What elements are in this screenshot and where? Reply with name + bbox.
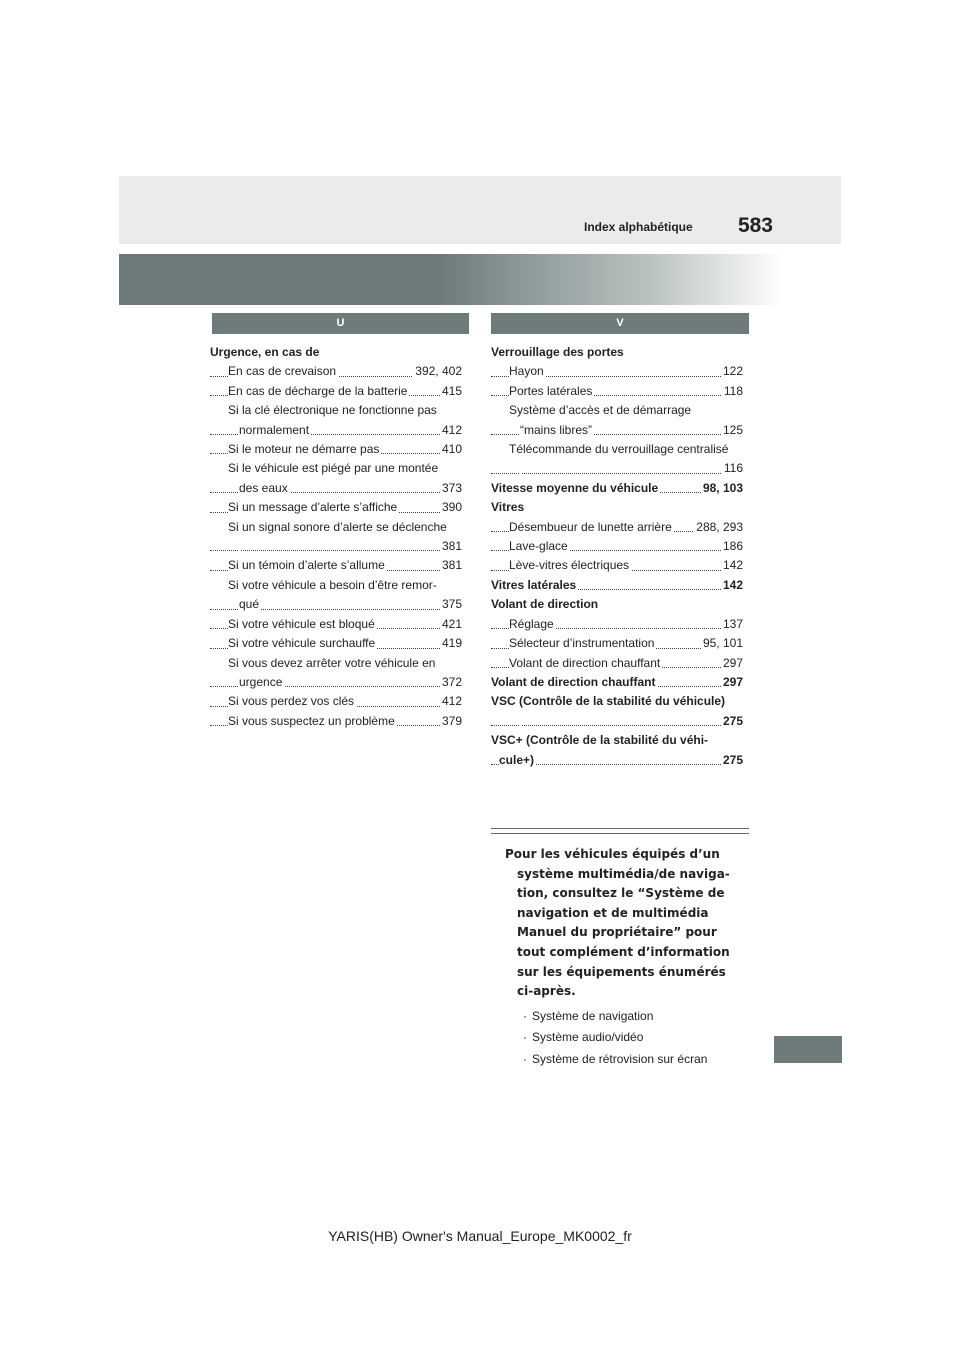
index-entry <box>210 537 462 556</box>
index-entry-text <box>239 539 241 553</box>
page-number: 583 <box>737 214 773 237</box>
index-entry-page: 142 <box>721 556 743 575</box>
index-entry <box>491 634 743 653</box>
index-entry-page: 275 <box>721 712 743 731</box>
index-entry <box>210 712 462 731</box>
note-list-item: · Système de navigation <box>523 1006 745 1028</box>
index-entry-text: normalement <box>239 422 310 437</box>
index-entry-text: En cas de crevaison <box>228 364 337 379</box>
index-entry <box>210 440 462 459</box>
index-entry <box>491 518 743 537</box>
index-entry-text: Si vous devez arrêter votre véhicule en <box>228 655 436 670</box>
index-entry-text: VSC+ (Contrôle de la stabilité du véhi- <box>491 733 709 748</box>
index-entry-text: Volant de direction chauffant <box>509 655 661 670</box>
index-entry-page: 137 <box>721 615 743 634</box>
index-entry-text: Vitesse moyenne du véhicule <box>491 480 659 495</box>
index-entry-page: 288, 293 <box>694 518 743 537</box>
index-entry-page: 142 <box>721 576 743 595</box>
index-entry <box>210 401 462 420</box>
index-entry <box>491 362 743 381</box>
index-entry-text: Si le moteur ne démarre pas <box>228 442 380 457</box>
index-entry-page: 275 <box>721 751 743 770</box>
index-entry-text: Désembueur de lunette arrière <box>509 519 672 534</box>
index-entry-text: Si la clé électronique ne fonctionne pas <box>228 403 437 418</box>
index-entry <box>491 751 743 770</box>
index-entry-text: Portes latérales <box>509 383 593 398</box>
index-entry-page: 372 <box>440 673 462 692</box>
index-entry <box>210 479 462 498</box>
index-entry <box>491 498 743 517</box>
index-entry-page: 297 <box>721 654 743 673</box>
index-entry-text: Si un témoin d’alerte s’allume <box>228 558 385 573</box>
index-entry <box>491 537 743 556</box>
index-entry-text: “mains libres” <box>520 422 593 437</box>
index-entry-text: En cas de décharge de la batterie <box>228 383 408 398</box>
index-entry-page: 390 <box>440 498 462 517</box>
letter-header-v: V <box>491 313 749 334</box>
index-entry <box>491 343 743 362</box>
index-entry-page: 125 <box>721 421 743 440</box>
index-entry-page: 297 <box>721 673 743 692</box>
index-entry <box>210 634 462 653</box>
index-entry-page: 415 <box>440 382 462 401</box>
index-entry-text: Réglage <box>509 616 554 631</box>
index-entry-text: cule+) <box>499 752 535 767</box>
index-entry-text: Volant de direction chauffant <box>491 674 656 689</box>
index-entry-text: Si un signal sonore d’alerte se déclenche <box>228 519 447 534</box>
note-text: Pour les véhicules équipés d’un système multimédia/de naviga-tion, consultez le “Système de navigation et de multimédia Manuel du propriétaire” pour tout complément d’information sur les équipements énumérés ci-après. <box>505 847 730 999</box>
index-entry-text: Vitres <box>491 500 525 515</box>
index-entry <box>491 654 743 673</box>
index-entry <box>210 498 462 517</box>
index-entry <box>491 421 743 440</box>
index-entry-page: 375 <box>440 595 462 614</box>
footer-text: YARIS(HB) Owner's Manual_Europe_MK0002_fr <box>328 1228 632 1244</box>
index-entry-text: Lève-vitres électriques <box>509 558 630 573</box>
index-entry-text: urgence <box>239 674 283 689</box>
note-divider <box>491 828 749 834</box>
index-entry <box>491 615 743 634</box>
index-entry-page: 381 <box>440 537 462 556</box>
index-entry-text: Système d’accès et de démarrage <box>509 403 692 418</box>
page-header <box>119 176 841 244</box>
index-entry <box>491 440 743 459</box>
index-entry <box>491 576 743 595</box>
index-entry <box>210 556 462 575</box>
index-entry-page: 186 <box>721 537 743 556</box>
index-entry-page: 381 <box>440 556 462 575</box>
index-entry <box>491 595 743 614</box>
index-entry-page: 421 <box>440 615 462 634</box>
note-list <box>523 1006 745 1071</box>
index-entry <box>210 459 462 478</box>
letter-header-u: U <box>212 313 469 334</box>
index-entry <box>491 479 743 498</box>
index-entry-page: 95, 101 <box>701 634 743 653</box>
side-tab <box>774 1036 842 1063</box>
index-entry-page: 118 <box>722 382 743 401</box>
header-gradient-band <box>119 254 783 305</box>
index-entry-text: Si vous perdez vos clés <box>228 694 355 709</box>
index-entry-page: 116 <box>722 459 743 478</box>
index-entry <box>210 362 462 381</box>
index-entry-text: des eaux <box>239 480 288 495</box>
index-entry <box>491 401 743 420</box>
index-entry-page: 392, 402 <box>413 362 462 381</box>
index-entry-text: Si votre véhicule surchauffe <box>228 636 376 651</box>
index-entry-text: Verrouillage des portes <box>491 345 624 359</box>
index-entry-text: Lave-glace <box>509 539 568 554</box>
index-entry-page: 373 <box>440 479 462 498</box>
index-entry <box>210 673 462 692</box>
index-entry <box>210 382 462 401</box>
index-entry <box>491 556 743 575</box>
index-entry <box>491 673 743 692</box>
index-entry <box>210 343 462 362</box>
index-column-u <box>210 343 462 731</box>
index-entry-text: Si votre véhicule est bloqué <box>228 616 375 631</box>
index-entry <box>210 595 462 614</box>
index-entry <box>491 382 743 401</box>
index-entry <box>210 615 462 634</box>
index-column-v <box>491 343 743 770</box>
index-entry-page: 98, 103 <box>701 479 743 498</box>
note-block <box>505 845 745 1070</box>
index-entry-text: qué <box>239 597 260 612</box>
index-entry-text: VSC (Contrôle de la stabilité du véhicule) <box>491 694 726 709</box>
index-entry <box>491 692 743 711</box>
index-entry-text: Télécommande du verrouillage centralisé <box>509 442 729 457</box>
index-entry-page: 410 <box>440 440 462 459</box>
index-entry <box>210 421 462 440</box>
index-entry <box>210 654 462 673</box>
index-entry-text: Si vous suspectez un problème <box>228 713 395 728</box>
index-entry-text: Volant de direction <box>491 597 599 612</box>
index-entry <box>210 692 462 711</box>
index-entry-text: Si votre véhicule a besoin d’être remor- <box>228 577 437 592</box>
index-entry-text: Si le véhicule est piégé par une montée <box>228 461 439 476</box>
note-list-item: · Système audio/vidéo <box>523 1027 745 1049</box>
index-entry-page: 412 <box>440 692 462 711</box>
index-entry <box>491 731 743 750</box>
index-entry <box>210 576 462 595</box>
index-entry-page: 122 <box>721 362 743 381</box>
index-entry-text: Hayon <box>509 364 544 379</box>
index-entry-text: Vitres latérales <box>491 577 577 592</box>
index-entry-text <box>520 714 522 728</box>
note-list-item: · Système de rétrovision sur écran <box>523 1049 745 1071</box>
index-entry <box>491 459 743 478</box>
index-entry-text: Urgence, en cas de <box>210 345 320 359</box>
index-entry-text <box>520 461 522 475</box>
index-entry-page: 379 <box>440 712 462 731</box>
index-entry <box>210 518 462 537</box>
index-entry-text: Sélecteur d’instrumentation <box>509 636 655 651</box>
section-title: Index alphabétique <box>584 220 693 234</box>
index-entry <box>491 712 743 731</box>
index-entry-text: Si un message d’alerte s’affiche <box>228 500 398 515</box>
index-entry-page: 419 <box>440 634 462 653</box>
index-entry-page: 412 <box>440 421 462 440</box>
